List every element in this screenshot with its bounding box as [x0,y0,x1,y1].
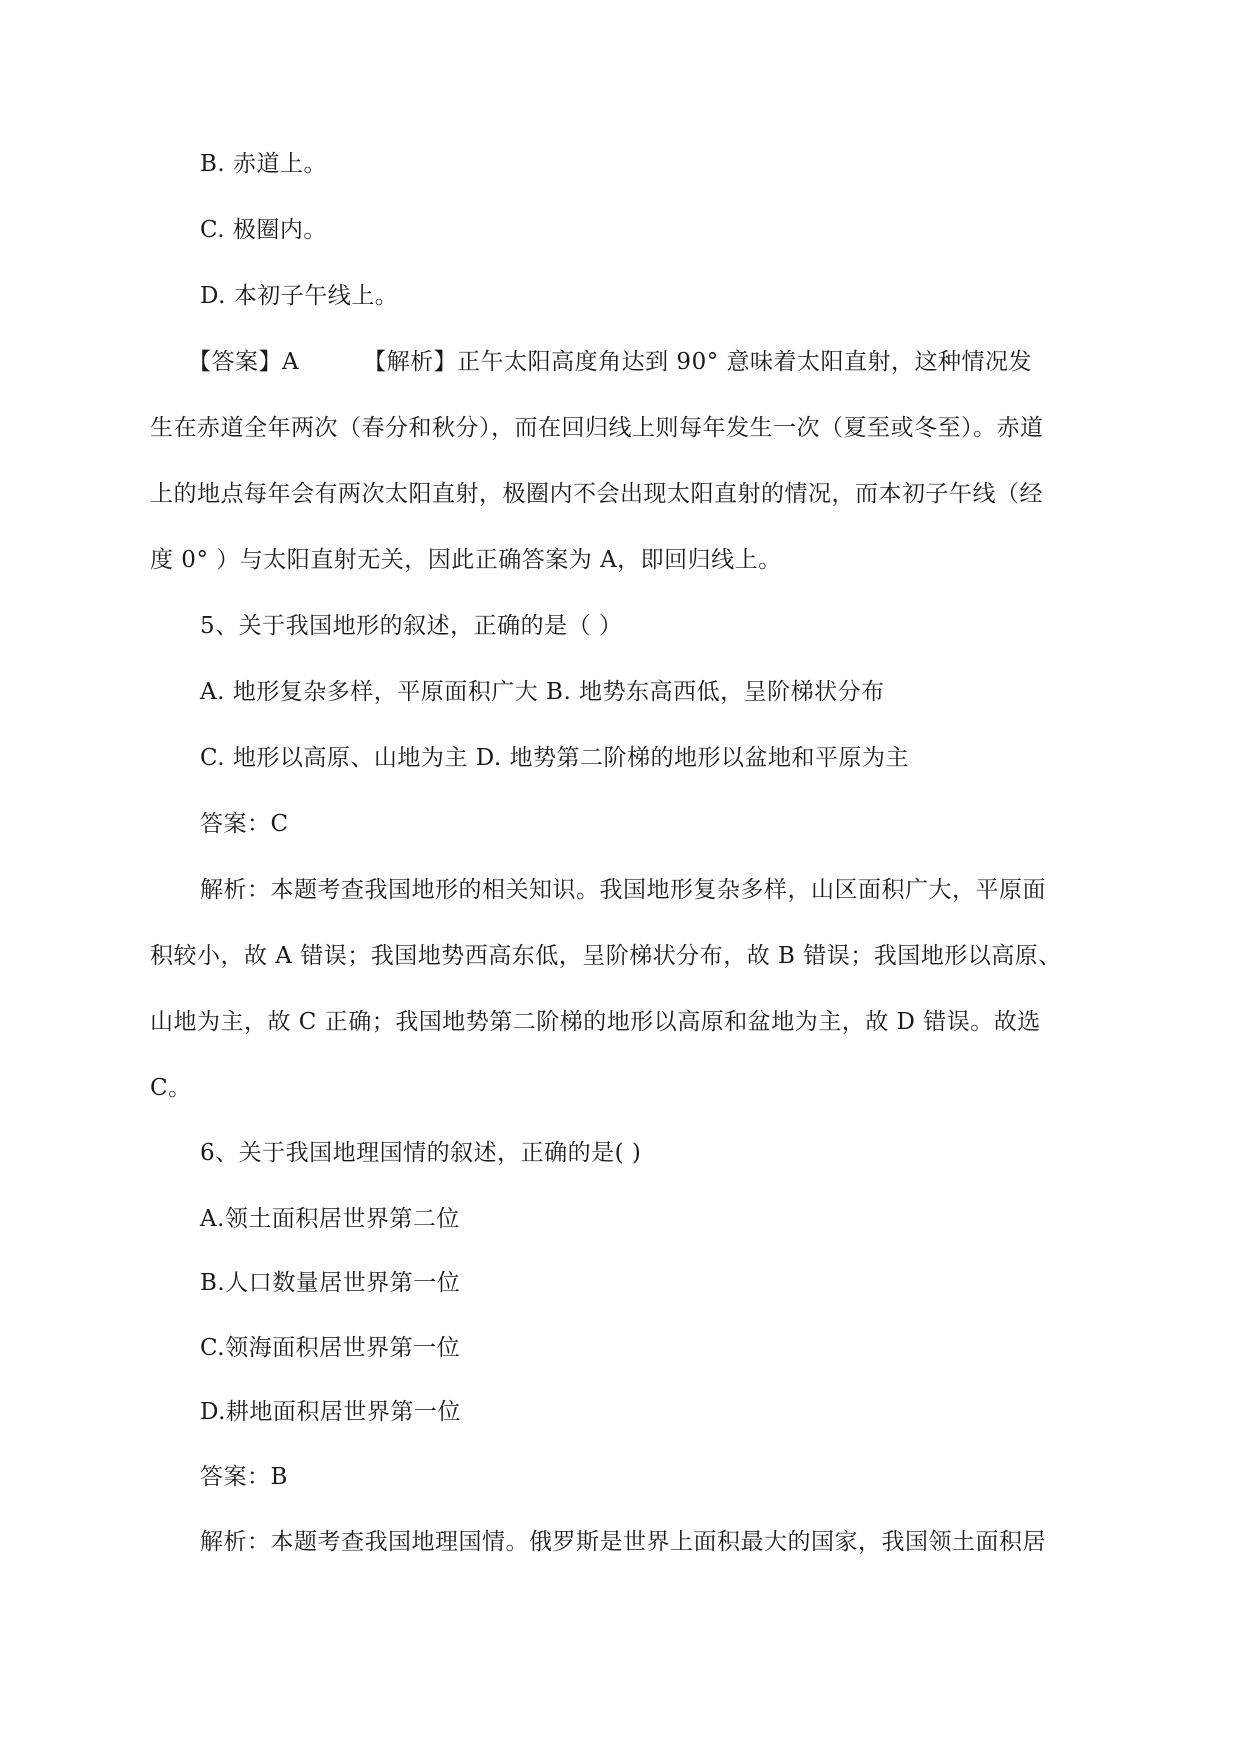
q6-question: 6、关于我国地理国情的叙述，正确的是( ) [200,1140,642,1166]
q4-answer-tag: 【答案】A [188,349,300,375]
q5-analysis-line-2: 积较小，故 A 错误；我国地势西高东低，呈阶梯状分布，故 B 错误；我国地形以高原、 [150,943,1062,969]
q6-analysis-line-1: 解析：本题考查我国地理国情。俄罗斯是世界上面积最大的国家，我国领土面积居 [200,1529,1046,1555]
q5-question: 5、关于我国地形的叙述，正确的是（ ） [200,613,623,639]
q6-option-b: B.人口数量居世界第一位 [200,1270,461,1296]
q6-option-d: D.耕地面积居世界第一位 [200,1399,461,1425]
q4-option-b: B. 赤道上。 [200,151,328,177]
q4-analysis-line-3: 上的地点每年会有两次太阳直射，极圈内不会出现太阳直射的情况，而本初子午线（经 [150,481,1043,507]
q4-analysis-line-2: 生在赤道全年两次（春分和秋分），而在回归线上则每年发生一次（夏至或冬至）。赤道 [150,415,1044,441]
q6-option-a: A.领土面积居世界第二位 [200,1206,460,1232]
q5-analysis-line-3: 山地为主，故 C 正确；我国地势第二阶梯的地形以高原和盆地为主，故 D 错误。故选 [150,1009,1041,1035]
q4-option-d: D. 本初子午线上。 [200,283,399,309]
q4-analysis-line-4: 度 0° ）与太阳直射无关，因此正确答案为 A，即回归线上。 [150,547,782,573]
q5-answer: 答案：C [200,811,289,837]
q4-answer-line [188,347,1032,377]
q6-answer: 答案：B [200,1464,288,1490]
q4-analysis-line-1: 【解析】正午太阳高度角达到 90° 意味着太阳直射，这种情况发 [363,349,1033,375]
q5-analysis-line-4: C。 [150,1075,192,1101]
q6-option-c: C.领海面积居世界第一位 [200,1335,461,1361]
q5-analysis-line-1: 解析：本题考查我国地形的相关知识。我国地形复杂多样，山区面积广大，平原面 [200,877,1046,903]
q4-option-c: C. 极圈内。 [200,217,327,243]
q5-options-cd: C. 地形以高原、山地为主 D. 地势第二阶梯的地形以盆地和平原为主 [200,745,909,771]
q5-options-ab: A. 地形复杂多样，平原面积广大 B. 地势东高西低，呈阶梯状分布 [200,679,885,705]
